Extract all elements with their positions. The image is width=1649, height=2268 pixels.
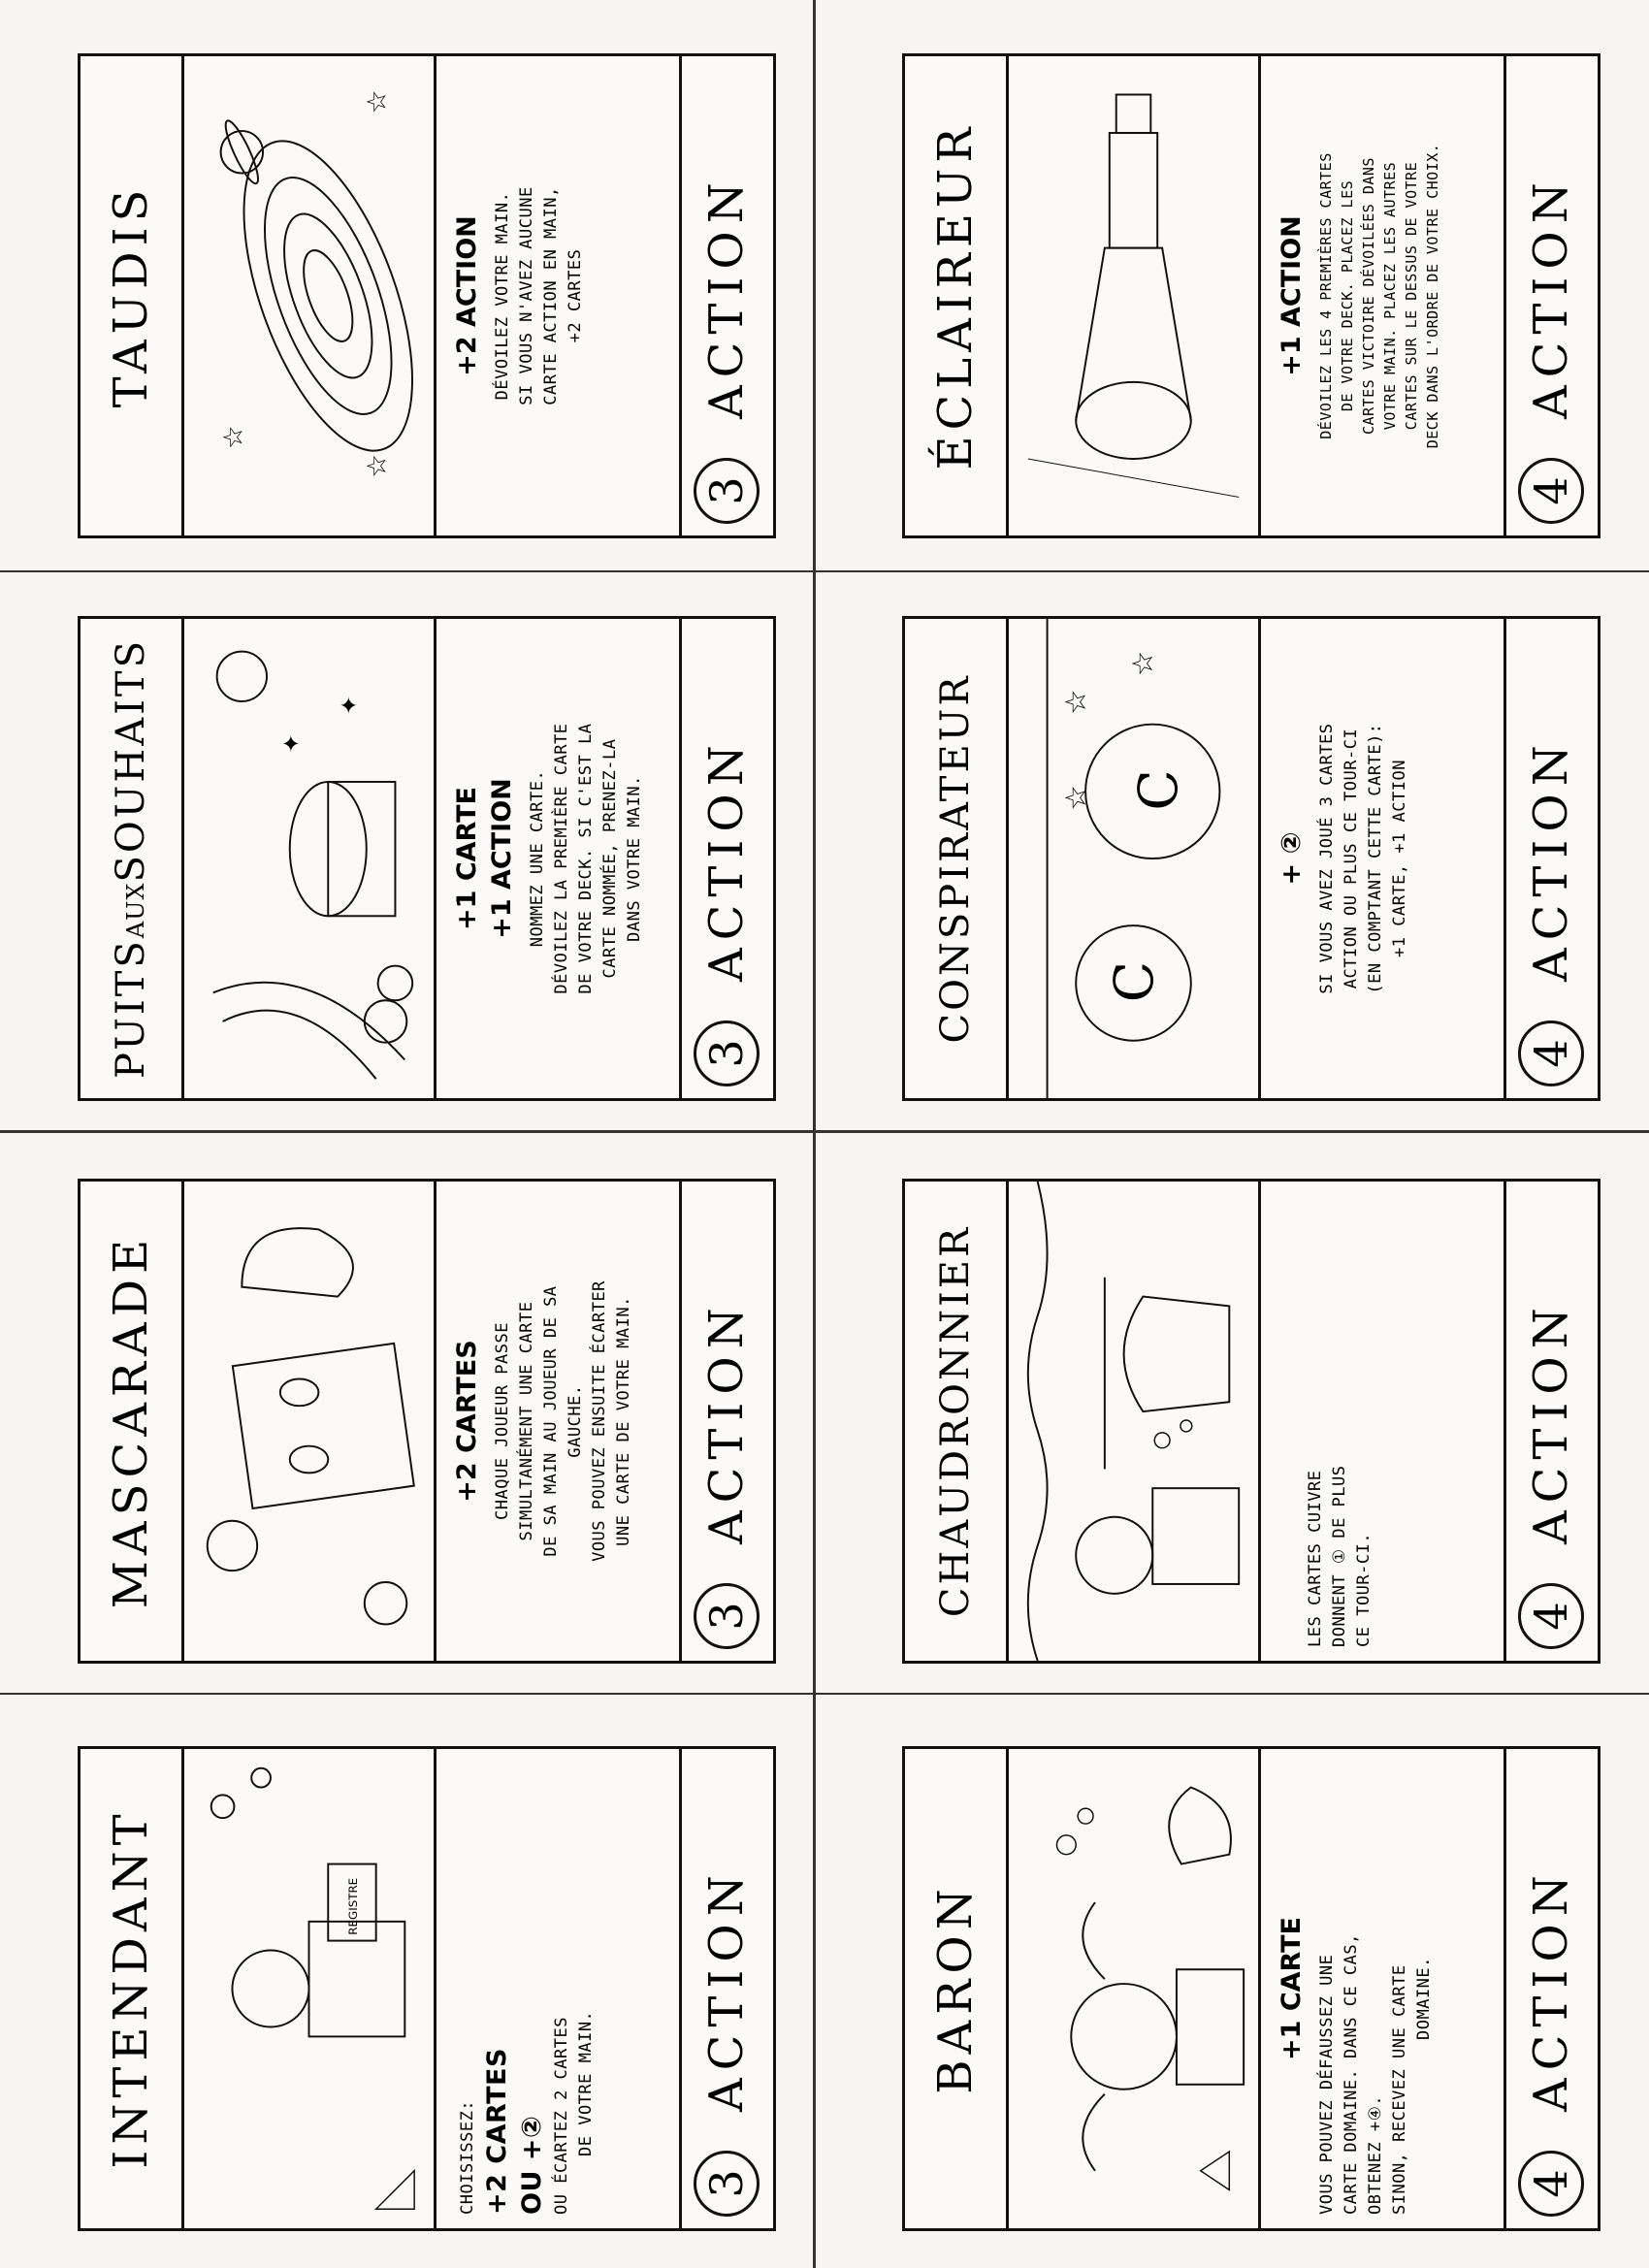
card-title: ÉCLAIREUR — [928, 121, 983, 470]
card-line: NOMMEZ UNE CARTE. — [528, 769, 547, 948]
card-intendant — [19, 1707, 795, 2251]
card-slot-baron — [844, 1707, 1620, 2251]
svg-text:✦: ✦ — [277, 733, 306, 754]
card-body — [1304, 1195, 1376, 1647]
card-cost: 3 — [694, 1583, 760, 1649]
card-footer — [1504, 53, 1600, 538]
card-text — [1261, 616, 1504, 1101]
card-body — [491, 1195, 636, 1647]
svg-text:☆: ☆ — [1125, 650, 1160, 677]
card-text — [436, 53, 679, 538]
card-line: SI VOUS AVEZ JOUÉ 3 CARTES — [1317, 723, 1337, 994]
card-footer — [1504, 1746, 1600, 2231]
card-body — [526, 632, 647, 1085]
card-title-box — [902, 1179, 1009, 1664]
card-line: OU ÉCARTEZ 2 CARTES — [552, 2017, 571, 2215]
card-footer — [679, 53, 776, 538]
mask-illustration — [184, 1182, 434, 1661]
card-footer — [1504, 1179, 1600, 1664]
card-cost: 4 — [1518, 1583, 1584, 1649]
card-line: SI VOUS N'AVEZ AUCUNE — [517, 186, 536, 405]
card-headline: + ② — [1277, 831, 1307, 886]
svg-text:C: C — [1127, 769, 1190, 811]
card-type: ACTION — [1524, 737, 1578, 982]
conspirators-illustration — [1009, 619, 1258, 1098]
card-line: VOUS POUVEZ DÉFAUSSEZ UNE — [1317, 1954, 1337, 2215]
card-line: CARTE NOMMÉE, PRENEZ-LA — [600, 738, 620, 979]
card-line: DE VOTRE DECK. SI C'EST LA — [576, 723, 596, 994]
card-headline: +2 ACTION — [452, 215, 482, 376]
card-line: DÉVOILEZ VOTRE MAIN. — [493, 191, 512, 401]
card-text — [436, 1746, 679, 2231]
card-cost: 3 — [694, 458, 760, 524]
baron-illustration — [1009, 1749, 1258, 2228]
card-illustration — [184, 616, 436, 1101]
card-slot-mascarade — [19, 1140, 795, 1683]
card-headline: +1 CARTE — [452, 787, 482, 930]
card-body — [1315, 70, 1443, 522]
coppersmith-illustration — [1009, 1182, 1258, 1661]
card-line: VOTRE MAIN. PLACEZ LES AUTRES — [1381, 161, 1399, 431]
svg-text:☆: ☆ — [360, 89, 393, 114]
card-line: CARTES VICTOIRE DÉVOILÉES DANS — [1360, 157, 1377, 435]
card-cost: 4 — [1518, 2151, 1584, 2217]
card-line: OBTENEZ +④. — [1366, 2094, 1385, 2215]
card-line: DECK DANS L'ORDRE DE VOTRE CHOIX. — [1424, 143, 1441, 449]
card-line: CARTE DOMAINE. DANS CE CAS, — [1342, 1933, 1361, 2215]
card-slot-taudis — [19, 15, 795, 558]
svg-text:☆: ☆ — [216, 425, 249, 450]
card-title-box — [78, 53, 184, 538]
card-taudis — [19, 15, 795, 558]
card-line: +2 CARTES — [566, 248, 585, 343]
card-title: CONSPIRATEUR — [933, 673, 978, 1044]
card-line: DONNENT ① DE PLUS — [1330, 1465, 1349, 1647]
card-illustration — [184, 1746, 436, 2231]
card-line: LES CARTES CUIVRE — [1306, 1470, 1325, 1647]
card-headline: +1 CARTE — [1277, 1917, 1307, 2060]
card-illustration — [1009, 53, 1261, 538]
card-cost: 4 — [1518, 1021, 1584, 1086]
cut-line-horizontal — [0, 1130, 1649, 1133]
wishing-well-illustration — [184, 619, 434, 1098]
card-line: DANS VOTRE MAIN. — [625, 775, 644, 942]
card-conspirateur — [844, 577, 1620, 1120]
card-line: UNE CARTE DE VOTRE MAIN. — [614, 1296, 633, 1546]
card-headline: +1 ACTION — [1277, 215, 1307, 376]
card-footer — [679, 1179, 776, 1664]
card-illustration — [1009, 1179, 1261, 1664]
card-text — [436, 616, 679, 1101]
card-footer — [679, 616, 776, 1101]
card-line: CE TOUR-CI. — [1354, 1532, 1374, 1647]
card-line: ACTION OU PLUS CE TOUR-CI — [1342, 728, 1361, 989]
card-line: CARTE ACTION EN MAIN, — [541, 186, 561, 405]
card-line: +1 CARTE, +1 ACTION — [1390, 760, 1409, 957]
card-eclaireur — [844, 15, 1620, 558]
svg-text:REGISTRE: REGISTRE — [345, 1877, 360, 1935]
card-title: INTENDANT — [104, 1808, 158, 2169]
card-title: TAUDIS — [104, 183, 158, 408]
card-title-box — [902, 616, 1009, 1101]
card-line: DE SA MAIN AU JOUEUR DE SA — [541, 1285, 561, 1557]
card-body — [1315, 1763, 1437, 2215]
card-text — [1261, 1179, 1504, 1664]
card-text — [1261, 1746, 1504, 2231]
card-body — [456, 1763, 598, 2215]
card-puits-aux-souhaits — [19, 577, 795, 1120]
galaxy-illustration — [184, 56, 434, 535]
card-baron — [844, 1707, 1620, 2251]
card-type: ACTION — [699, 1867, 754, 2112]
card-type: ACTION — [699, 1300, 754, 1544]
card-line: CARTES SUR LE DESSUS DE VOTRE — [1403, 161, 1420, 431]
card-illustration — [1009, 1746, 1261, 2231]
card-illustration — [184, 53, 436, 538]
card-line: SINON, RECEVEZ UNE CARTE — [1390, 1964, 1409, 2215]
card-line: OU +② — [517, 2115, 547, 2215]
card-type: ACTION — [1524, 175, 1578, 419]
svg-text:C: C — [1104, 960, 1167, 1003]
card-line: (EN COMPTANT CETTE CARTE): — [1366, 723, 1385, 994]
card-line: CHOISISSEZ: — [458, 2099, 477, 2215]
card-title: PUITSAUXSOUHAITS — [109, 637, 153, 1080]
card-line: DE VOTRE MAIN. — [576, 2010, 596, 2156]
card-title-box — [78, 616, 184, 1101]
card-illustration — [184, 1179, 436, 1664]
card-body — [1315, 632, 1412, 1085]
svg-text:☆: ☆ — [1058, 689, 1093, 715]
card-title-box — [902, 1746, 1009, 2231]
cut-line-horizontal — [0, 570, 1649, 572]
card-mascarade — [19, 1140, 795, 1683]
card-line: DÉVOILEZ LA PREMIÈRE CARTE — [552, 723, 571, 994]
card-line: DÉVOILEZ LES 4 PREMIÈRES CARTES — [1317, 152, 1335, 439]
svg-text:☆: ☆ — [360, 453, 393, 478]
card-type: ACTION — [699, 737, 754, 982]
card-line: SIMULTANÉMENT UNE CARTE — [517, 1301, 536, 1541]
card-footer — [1504, 616, 1600, 1101]
card-cost: 4 — [1518, 458, 1584, 524]
steward-illustration — [184, 1749, 434, 2228]
card-headline: +2 CARTES — [452, 1340, 482, 1503]
card-illustration — [1009, 616, 1261, 1101]
card-type: ACTION — [699, 175, 754, 419]
card-title-box — [78, 1179, 184, 1664]
svg-text:☆: ☆ — [1058, 785, 1093, 811]
card-cost: 3 — [694, 2151, 760, 2217]
cut-line-horizontal — [0, 1693, 1649, 1695]
card-title: BARON — [928, 1883, 983, 2094]
card-headline-2: +1 ACTION — [487, 778, 517, 939]
spyglass-illustration — [1009, 56, 1258, 535]
card-line: VOUS POUVEZ ENSUITE ÉCARTER — [590, 1280, 609, 1562]
card-slot-conspirateur — [844, 577, 1620, 1120]
card-type: ACTION — [1524, 1300, 1578, 1544]
card-line: CHAQUE JOUEUR PASSE — [493, 1322, 512, 1520]
card-slot-puits — [19, 577, 795, 1120]
card-text — [436, 1179, 679, 1664]
card-slot-intendant — [19, 1707, 795, 2251]
card-chaudronnier — [844, 1140, 1620, 1683]
card-line: GAUCHE. — [566, 1384, 585, 1458]
cut-line-vertical — [813, 0, 816, 2268]
card-footer — [679, 1746, 776, 2231]
card-cost: 3 — [694, 1021, 760, 1086]
card-body — [491, 70, 588, 522]
card-slot-eclaireur — [844, 15, 1620, 558]
card-line: +2 CARTES — [482, 2048, 512, 2215]
card-slot-chaudronnier — [844, 1140, 1620, 1683]
card-title-box — [78, 1746, 184, 2231]
card-title-box — [902, 53, 1009, 538]
card-title: CHAUDRONNIER — [933, 1224, 978, 1618]
card-type: ACTION — [1524, 1867, 1578, 2112]
card-title: MASCARADE — [104, 1233, 158, 1609]
card-text — [1261, 53, 1504, 538]
card-line: DOMAINE. — [1414, 1957, 1434, 2040]
card-line: DE VOTRE DECK. PLACEZ LES — [1339, 179, 1356, 412]
svg-text:✦: ✦ — [335, 695, 363, 715]
